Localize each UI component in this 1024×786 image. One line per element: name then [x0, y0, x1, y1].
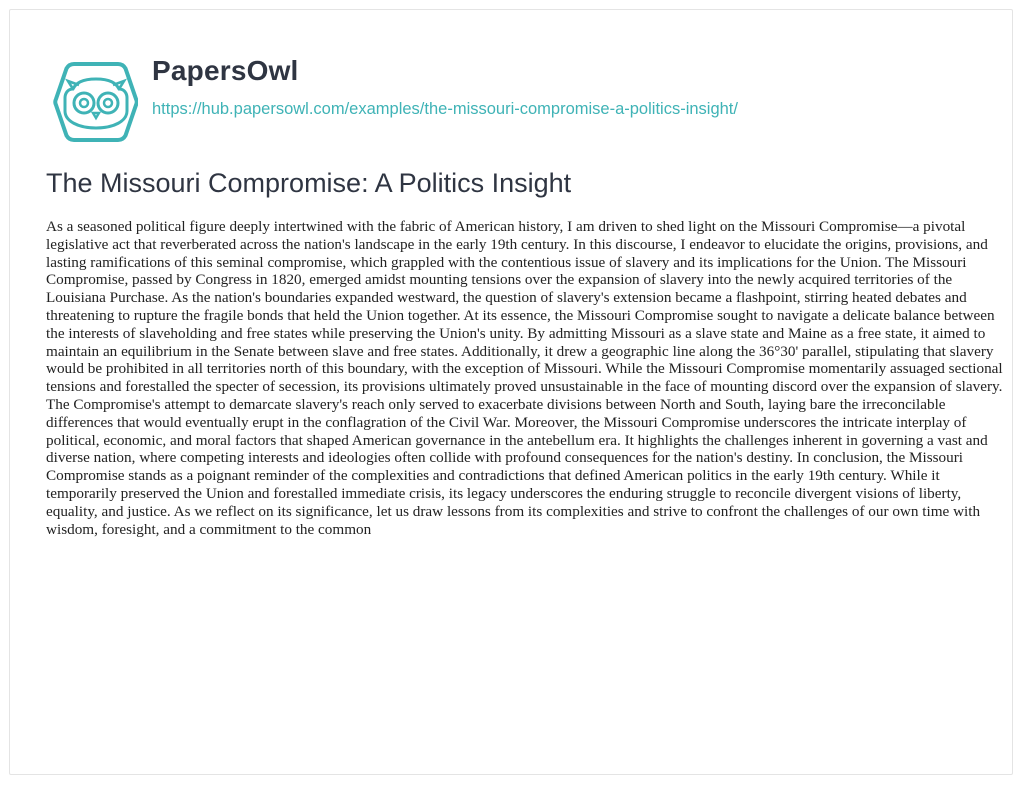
owl-logo-icon: [46, 61, 138, 143]
brand-name: PapersOwl: [152, 55, 299, 86]
source-url-link[interactable]: https://hub.papersowl.com/examples/the-missouri-compromise-a-politics-insight/: [152, 100, 738, 118]
brand-header: [46, 55, 866, 141]
essay-body: As a seasoned political figure deeply intertwined with the fabric of American history, I am driven to shed light on the Missouri Compromise—a pivotal legislative act that reverberated across the nation's landscape in the early 19th century. In this discourse, I endeavor to elucidate the origins, provisions, and lasting ramifications of this seminal compromise, which grappled with the contentious issue of slavery and its implications for the Union. The Missouri Compromise, passed by Congress in 1820, emerged amidst mounting tensions over the expansion of slavery into the newly acquired territories of the Louisiana Purchase. As the nation's boundaries expanded westward, the question of slavery's extension became a flashpoint, stirring heated debates and threatening to rupture the fragile bonds that held the Union together. At its essence, the Missouri Compromise sought to navigate a delicate balance between the interests of slaveholding and free states while preserving the Union's unity. By admitting Missouri as a slave state and Maine as a free state, it aimed to maintain an equilibrium in the Senate between slave and free states. Additionally, it drew a geographic line along the 36°30' parallel, stipulating that slavery would be prohibited in all territories north of this boundary, with the exception of Missouri. While the Missouri Compromise momentarily assuaged sectional tensions and forestalled the specter of secession, its provisions ultimately proved unsustainable in the face of mounting discord over the expansion of slavery. The Compromise's attempt to demarcate slavery's reach only served to exacerbate divisions between North and South, laying bare the irreconcilable differences that would eventually erupt in the conflagration of the Civil War. Moreover, the Missouri Compromise underscores the intricate interplay of political, economic, and moral factors that shaped American governance in the antebellum era. It highlights the challenges inherent in governing a vast and diverse nation, where competing interests and ideologies often collide with profound consequences for the nation's destiny. In conclusion, the Missouri Compromise stands as a poignant reminder of the complexities and contradictions that defined American politics in the early 19th century. While it temporarily preserved the Union and forestalled immediate crisis, its legacy underscores the enduring struggle to reconcile divergent visions of liberty, equality, and justice. As we reflect on its significance, let us draw lessons from its complexities and strive to confront the challenges of our own time with wisdom, foresight, and a commitment to the common: [46, 218, 1003, 538]
essay-title: The Missouri Compromise: A Politics Insight: [46, 168, 572, 198]
